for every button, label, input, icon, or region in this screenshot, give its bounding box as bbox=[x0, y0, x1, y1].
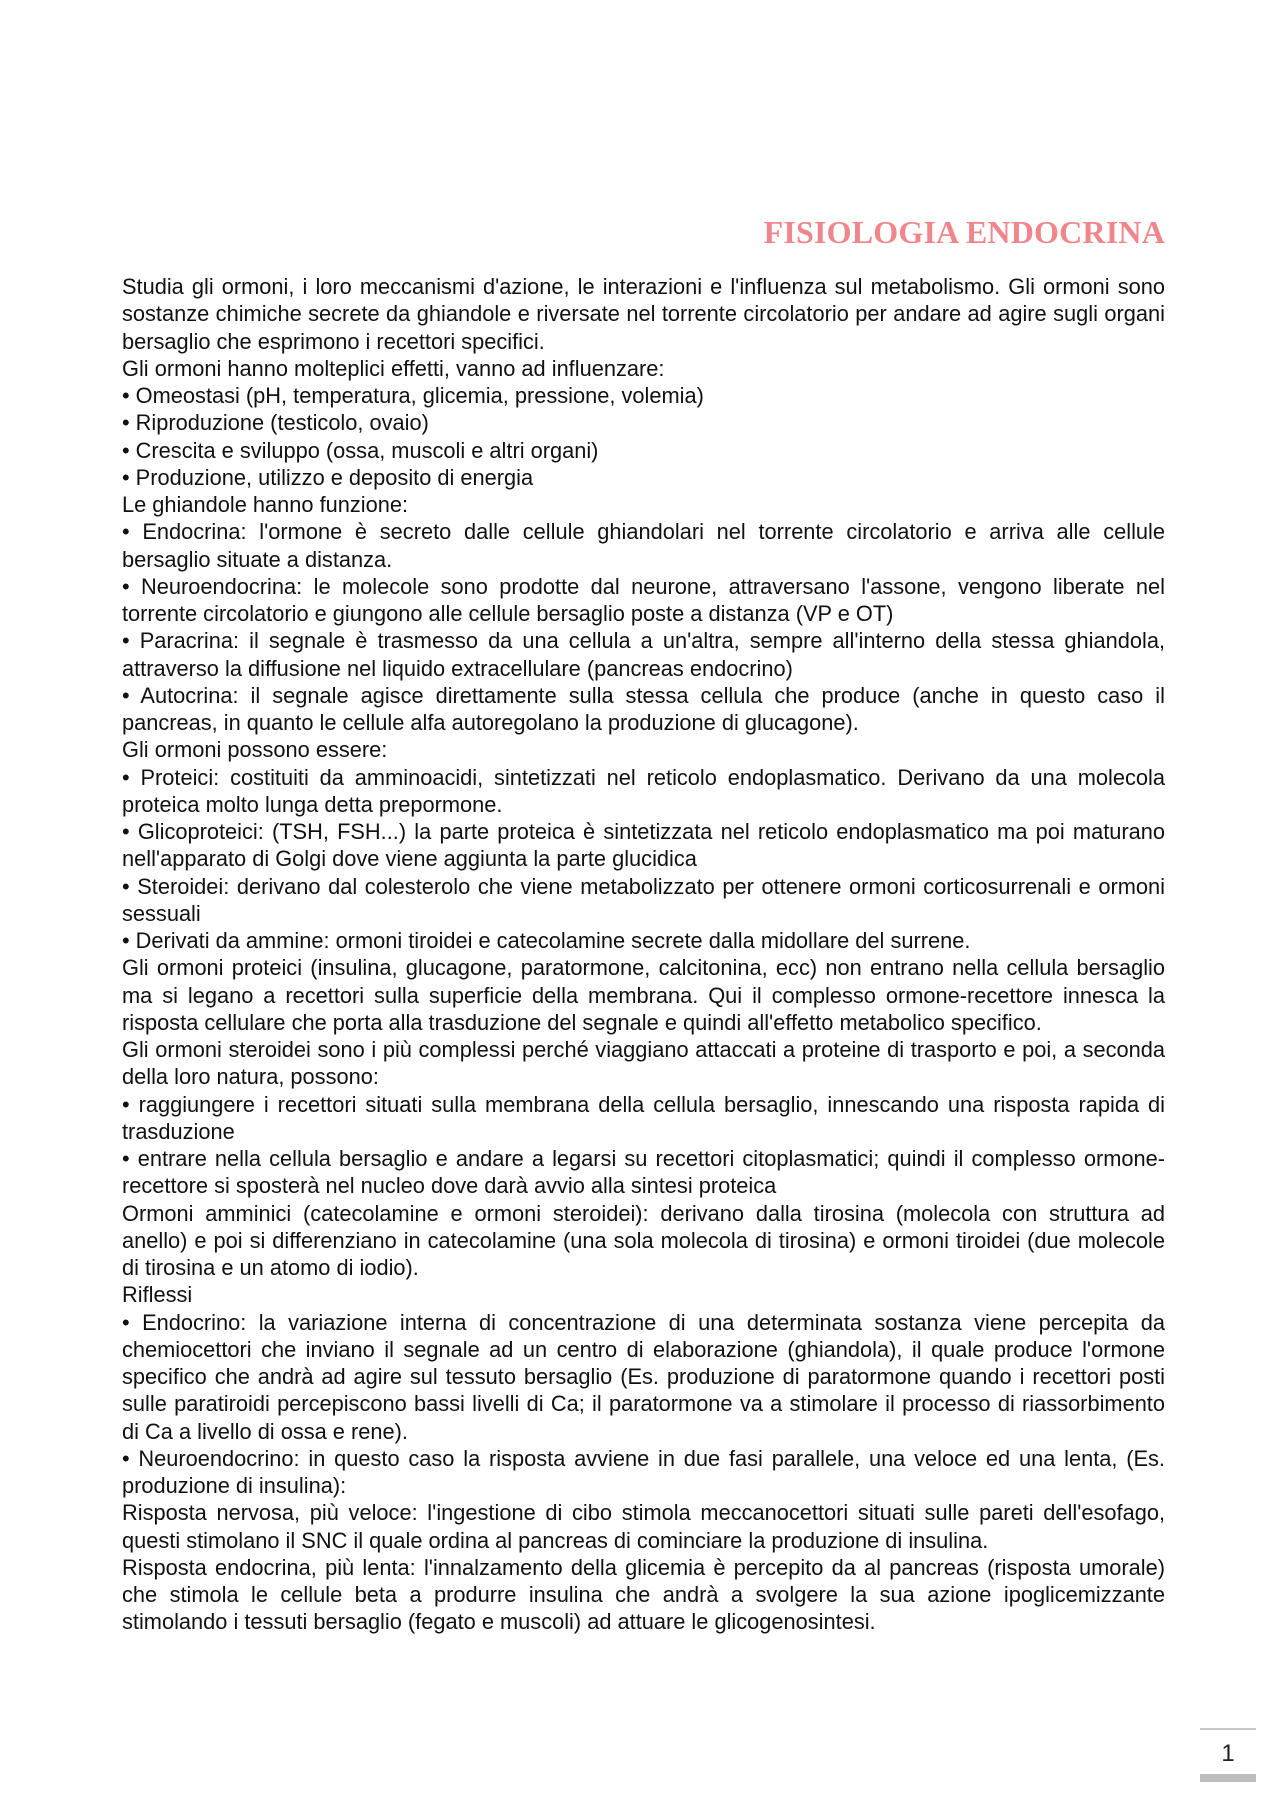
list-item-citoplasma: • entrare nella cellula bersaglio e andare a legarsi su recettori citoplasmatici; quindi il complesso ormone-recettore si sposterà nel nucleo dove darà avvio alla sintesi proteica bbox=[122, 1146, 1165, 1199]
list-item-glicoproteici: • Glicoproteici: (TSH, FSH...) la parte proteica è sintetizzata nel reticolo endoplasmatico ma poi maturano nell'apparato di Golgi dove viene aggiunta la parte glucidica bbox=[122, 819, 1165, 872]
paragraph-gland-heading: Le ghiandole hanno funzione: bbox=[122, 492, 409, 517]
paragraph-risposta-nervosa: Risposta nervosa, più veloce: l'ingestione di cibo stimola meccanocettori situati sulle pareti dell'esofago, questi stimolano il SNC il quale ordina al pancreas di cominciare la produzione di insulina. bbox=[122, 1500, 1165, 1553]
list-item-riflesso-endocrino: • Endocrino: la variazione interna di concentrazione di una determinata sostanza viene percepita da chemiocettori che inviano il segnale ad un centro di elaborazione (ghiandola), il quale produce l'ormone specifico che andrà ad agire sul tessuto bersaglio (Es. produzione di paratormone quando i recettori posti sulle paratiroidi percepiscono bassi livelli di Ca; il paratormone va a stimolare il processo di riassorbimento di Ca a livello di ossa e rene). bbox=[122, 1309, 1165, 1444]
paragraph-effects-heading: Gli ormoni hanno molteplici effetti, vanno ad influenzare: bbox=[122, 355, 665, 381]
list-item-proteici: • Proteici: costituiti da amminoacidi, sintetizzati nel reticolo endoplasmatico. Derivano da una molecola proteica molto lunga detta prepormone. bbox=[122, 764, 1165, 817]
footer-rule-bottom bbox=[1200, 1774, 1256, 1782]
list-item-ammine: • Derivati da ammine: ormoni tiroidei e catecolamine secrete dalla midollare del surrene. bbox=[122, 928, 971, 953]
list-item-omeostasi: • Omeostasi (pH, temperatura, glicemia, pressione, volemia) bbox=[122, 383, 704, 408]
list-item-neuroendocrina: • Neuroendocrina: le molecole sono prodotte dal neurone, attraversano l'assone, vengono liberate nel torrente circolatorio e giungono alle cellule bersaglio poste a distanza (VP e OT) bbox=[122, 573, 1165, 626]
paragraph-proteici: Gli ormoni proteici (insulina, glucagone, paratormone, calcitonina, ecc) non entrano nella cellula bersaglio ma si legano a recettori sulla superficie della membrana. Qui il complesso ormone-recettore innesca la risposta cellulare che porta alla trasduzione del segnale e quindi all'effetto metabolico specifico. bbox=[122, 955, 1165, 1035]
list-item-steroidei: • Steroidei: derivano dal colesterolo che viene metabolizzato per ottenere ormoni corticosurrenali e ormoni sessuali bbox=[122, 873, 1165, 926]
list-item-crescita: • Crescita e sviluppo (ossa, muscoli e altri organi) bbox=[122, 437, 599, 463]
list-item-energia: • Produzione, utilizzo e deposito di energia bbox=[122, 464, 534, 490]
list-item-membrana: • raggiungere i recettori situati sulla membrana della cellula bersaglio, innescando una risposta rapida di trasduzione bbox=[122, 1091, 1165, 1144]
paragraph-amminici: Ormoni amminici (catecolamine e ormoni steroidei): derivano dalla tirosina (molecola con struttura ad anello) e poi si differenziano in catecolamine (una sola molecola di tirosina) e ormoni tiroidei (due molecole di tirosina e un atomo di iodio). bbox=[122, 1200, 1165, 1280]
page-title: FISIOLOGIA ENDOCRINA bbox=[763, 214, 1165, 250]
paragraph-steroidei: Gli ormoni steroidei sono i più complessi perché viaggiano attaccati a proteine di trasporto e poi, a seconda della loro natura, possono: bbox=[122, 1037, 1165, 1090]
page-footer bbox=[1200, 1728, 1256, 1782]
footer-rule-top bbox=[1200, 1728, 1256, 1730]
list-item-riflesso-neuroendocrino: • Neuroendocrino: in questo caso la risposta avviene in due fasi parallele, una veloce ed una lenta, (Es. produzione di insulina): bbox=[122, 1445, 1165, 1498]
paragraph-riflessi-heading: Riflessi bbox=[122, 1282, 193, 1308]
list-item-riproduzione: • Riproduzione (testicolo, ovaio) bbox=[122, 410, 429, 436]
list-item-endocrina: • Endocrina: l'ormone è secreto dalle cellule ghiandolari nel torrente circolatorio e arriva alle cellule bersaglio situate a distanza. bbox=[122, 519, 1165, 572]
paragraph-types-heading: Gli ormoni possono essere: bbox=[122, 737, 388, 763]
list-item-paracrina: • Paracrina: il segnale è trasmesso da una cellula a un'altra, sempre all'interno della stessa ghiandola, attraverso la diffusione nel liquido extracellulare (pancreas endocrino) bbox=[122, 628, 1165, 681]
list-item-autocrina: • Autocrina: il segnale agisce direttamente sulla stessa cellula che produce (anche in questo caso il pancreas, in quanto le cellule alfa autoregolano la produzione di glucagone). bbox=[122, 682, 1165, 735]
paragraph-intro: Studia gli ormoni, i loro meccanismi d'azione, le interazioni e l'influenza sul metabolismo. Gli ormoni sono sostanze chimiche secrete da ghiandole e riversate nel torrente circolatorio per andare ad agire sugli organi bersaglio che esprimono i recettori specifici. bbox=[122, 274, 1165, 354]
page-number: 1 bbox=[1221, 1740, 1235, 1767]
document-body bbox=[122, 273, 1165, 1636]
paragraph-risposta-endocrina: Risposta endocrina, più lenta: l'innalzamento della glicemia è percepito da al pancreas (risposta umorale) che stimola le cellule beta a produrre insulina che andrà a svolgere la sua azione ipoglicemizzante stimolando i tessuti bersaglio (fegato e muscoli) ad attuare le glicogenosintesi. bbox=[122, 1554, 1165, 1635]
